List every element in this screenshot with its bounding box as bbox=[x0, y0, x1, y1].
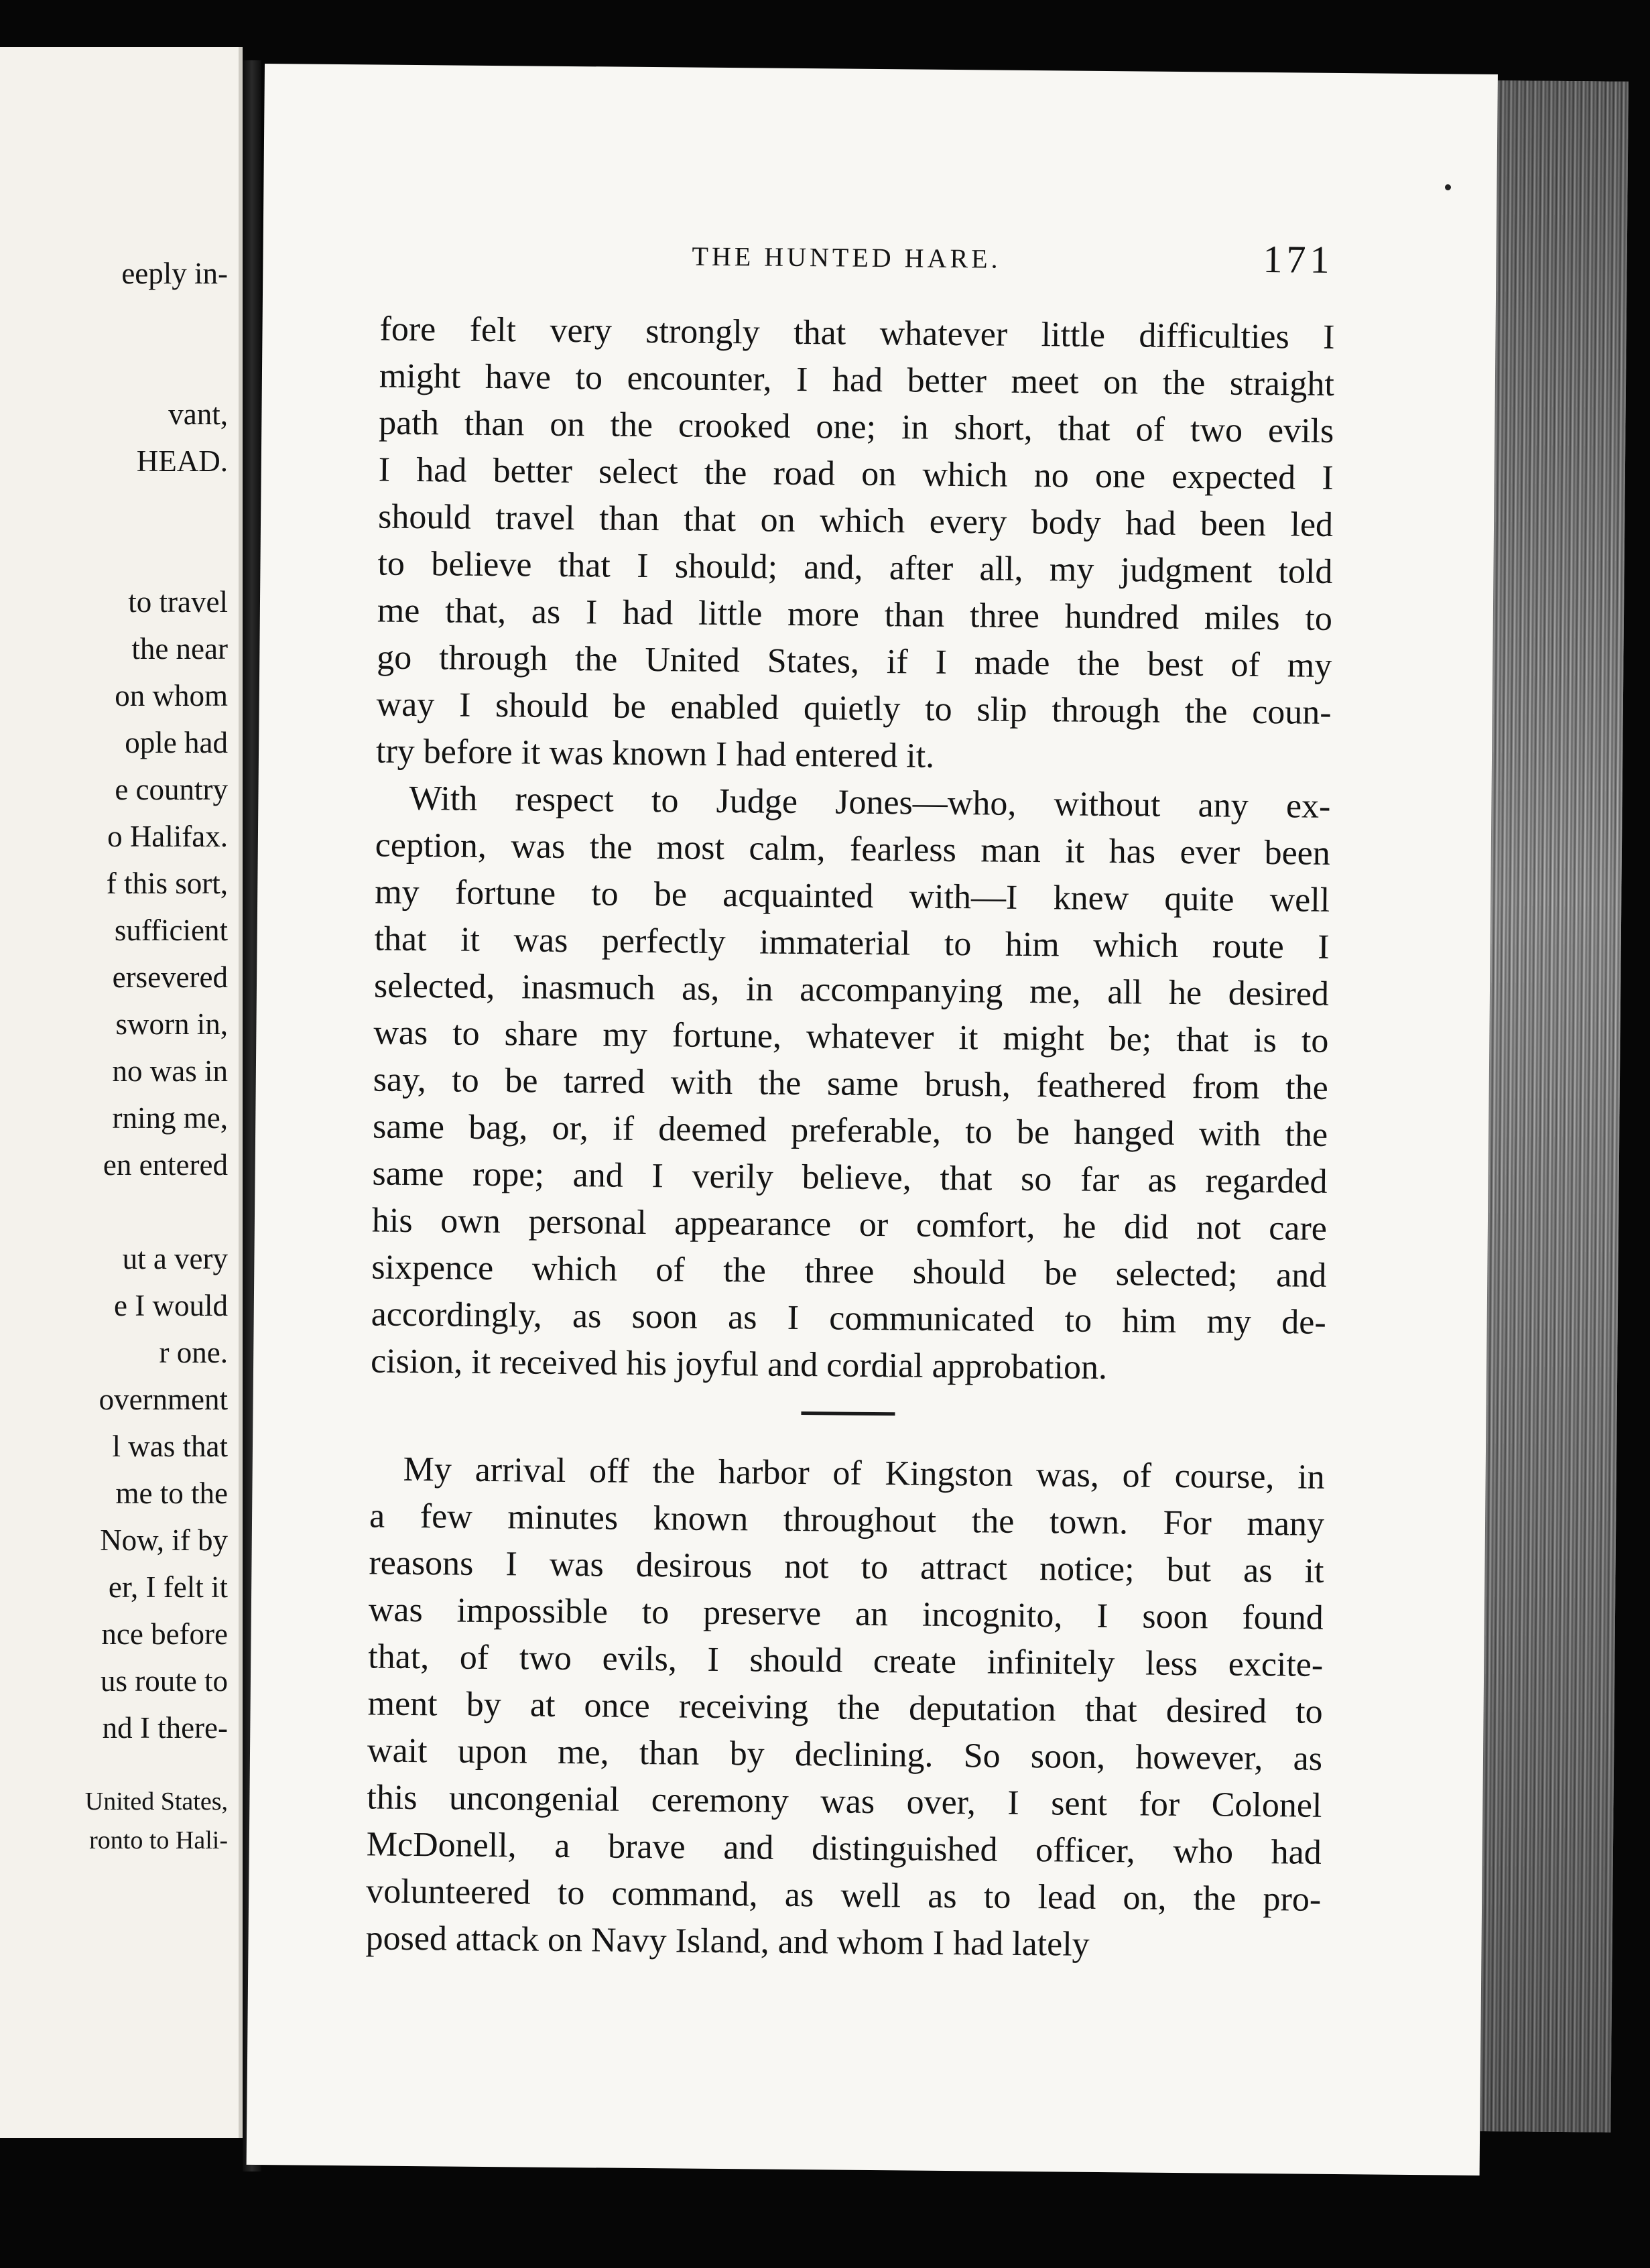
text-line: should travel than that on which every body had been led bbox=[377, 497, 1334, 544]
text-line: my fortune to be acquainted with—I knew quite well bbox=[374, 873, 1330, 920]
left-page-line: e I would bbox=[114, 1289, 228, 1322]
left-page-line: ople had bbox=[125, 726, 228, 759]
text-line: try before it was known I had entered it. bbox=[375, 732, 935, 775]
left-page-line: ut a very bbox=[122, 1242, 228, 1275]
section-divider bbox=[801, 1411, 895, 1415]
left-page-line: vant, bbox=[168, 397, 228, 431]
left-page-line: nce before bbox=[101, 1617, 228, 1651]
text-line: McDonell, a brave and distinguished officer, who had bbox=[366, 1825, 1322, 1872]
text-line: me that, as I had little more than three hundred miles to bbox=[377, 591, 1333, 638]
left-page-line: rning me, bbox=[112, 1101, 228, 1135]
text-line: ception, was the most calm, fearless man it has ever been bbox=[375, 826, 1331, 873]
left-page-line: sufficient bbox=[114, 914, 228, 947]
ink-speck bbox=[1445, 184, 1451, 190]
left-page-line: the near bbox=[131, 632, 228, 666]
text-line: My arrival off the harbor of Kingston was, of course, in bbox=[403, 1450, 1325, 1497]
left-page-line: me to the bbox=[115, 1476, 228, 1510]
left-page-line: ersevered bbox=[112, 960, 228, 994]
left-page-line: l was that bbox=[112, 1430, 228, 1463]
text-line: same bag, or, if deemed preferable, to be hanged with the bbox=[372, 1107, 1328, 1154]
left-page-footnote-line: United States, bbox=[84, 1787, 228, 1816]
text-line: selected, inasmuch as, in accompanying me, all he desired bbox=[373, 966, 1330, 1013]
left-page-line: r one. bbox=[159, 1336, 228, 1369]
left-page-line: overnment bbox=[99, 1383, 228, 1416]
text-line: accordingly, as soon as I communicated to him my de- bbox=[371, 1295, 1326, 1342]
page-number: 171 bbox=[1263, 237, 1334, 281]
text-line: that it was perfectly immaterial to him which route I bbox=[374, 920, 1330, 966]
left-page-line: er, I felt it bbox=[108, 1570, 228, 1604]
left-page-line: o Halifax. bbox=[107, 820, 228, 853]
left-page-line: sworn in, bbox=[115, 1007, 228, 1041]
text-line: was to share my fortune, whatever it might be; that is to bbox=[373, 1013, 1329, 1060]
previous-page-fragment bbox=[0, 47, 243, 2138]
text-line: With respect to Judge Jones—who, without any ex- bbox=[409, 779, 1331, 826]
text-line: way I should be enabled quietly to slip through the coun- bbox=[376, 685, 1332, 732]
running-head: THE HUNTED HARE. bbox=[692, 241, 1001, 274]
text-line: same rope; and I verily believe, that so far as regarded bbox=[372, 1154, 1328, 1201]
left-page-footnote-line: ronto to Hali- bbox=[89, 1826, 228, 1854]
text-line: go through the United States, if I made the best of my bbox=[377, 638, 1332, 685]
text-line: sixpence which of the three should be selected; and bbox=[371, 1248, 1327, 1295]
text-line: say, to be tarred with the same brush, feathered from the bbox=[373, 1060, 1328, 1107]
text-line: path than on the crooked one; in short, that of two evils bbox=[379, 403, 1334, 450]
text-line: might have to encounter, I had better meet on the straight bbox=[379, 357, 1335, 403]
text-line: volunteered to command, as well as to lead on, the pro- bbox=[365, 1872, 1322, 1919]
text-line: posed attack on Navy Island, and whom I had lately bbox=[365, 1919, 1090, 1964]
text-line: was impossible to preserve an incognito, I soon found bbox=[368, 1590, 1324, 1637]
left-page-line: HEAD. bbox=[136, 444, 228, 478]
text-line: reasons I was desirous not to attract notice; but as it bbox=[369, 1544, 1324, 1590]
left-page-line: e country bbox=[115, 773, 228, 806]
page-edges bbox=[1473, 80, 1629, 2133]
text-line: I had better select the road on which no one expected I bbox=[378, 450, 1334, 497]
left-page-line: no was in bbox=[112, 1054, 228, 1088]
text-line: this uncongenial ceremony was over, I sent for Colonel bbox=[367, 1778, 1322, 1825]
current-page bbox=[247, 64, 1498, 2176]
left-page-line: nd I there- bbox=[102, 1711, 228, 1745]
text-line: a few minutes known throughout the town. For many bbox=[369, 1497, 1325, 1544]
left-page-line: eeply in- bbox=[121, 257, 228, 290]
left-page-line: to travel bbox=[128, 585, 228, 619]
left-page-line: on whom bbox=[115, 679, 228, 712]
left-page-line: en entered bbox=[103, 1148, 228, 1182]
left-page-line: us route to bbox=[101, 1664, 228, 1698]
text-line: cision, it received his joyful and cordial approbation. bbox=[370, 1342, 1108, 1387]
text-line: fore felt very strongly that whatever little difficulties I bbox=[379, 310, 1335, 357]
left-page-line: Now, if by bbox=[100, 1523, 228, 1557]
text-line: to believe that I should; and, after all, my judgment told bbox=[377, 544, 1333, 591]
text-line: that, of two evils, I should create infinitely less excite- bbox=[368, 1637, 1324, 1684]
text-line: ment by at once receiving the deputation that desired to bbox=[367, 1684, 1323, 1731]
text-line: wait upon me, than by declining. So soon, however, as bbox=[367, 1731, 1323, 1778]
text-line: his own personal appearance or comfort, he did not care bbox=[371, 1201, 1328, 1248]
left-page-line: f this sort, bbox=[106, 867, 228, 900]
body-text bbox=[365, 306, 1335, 1970]
